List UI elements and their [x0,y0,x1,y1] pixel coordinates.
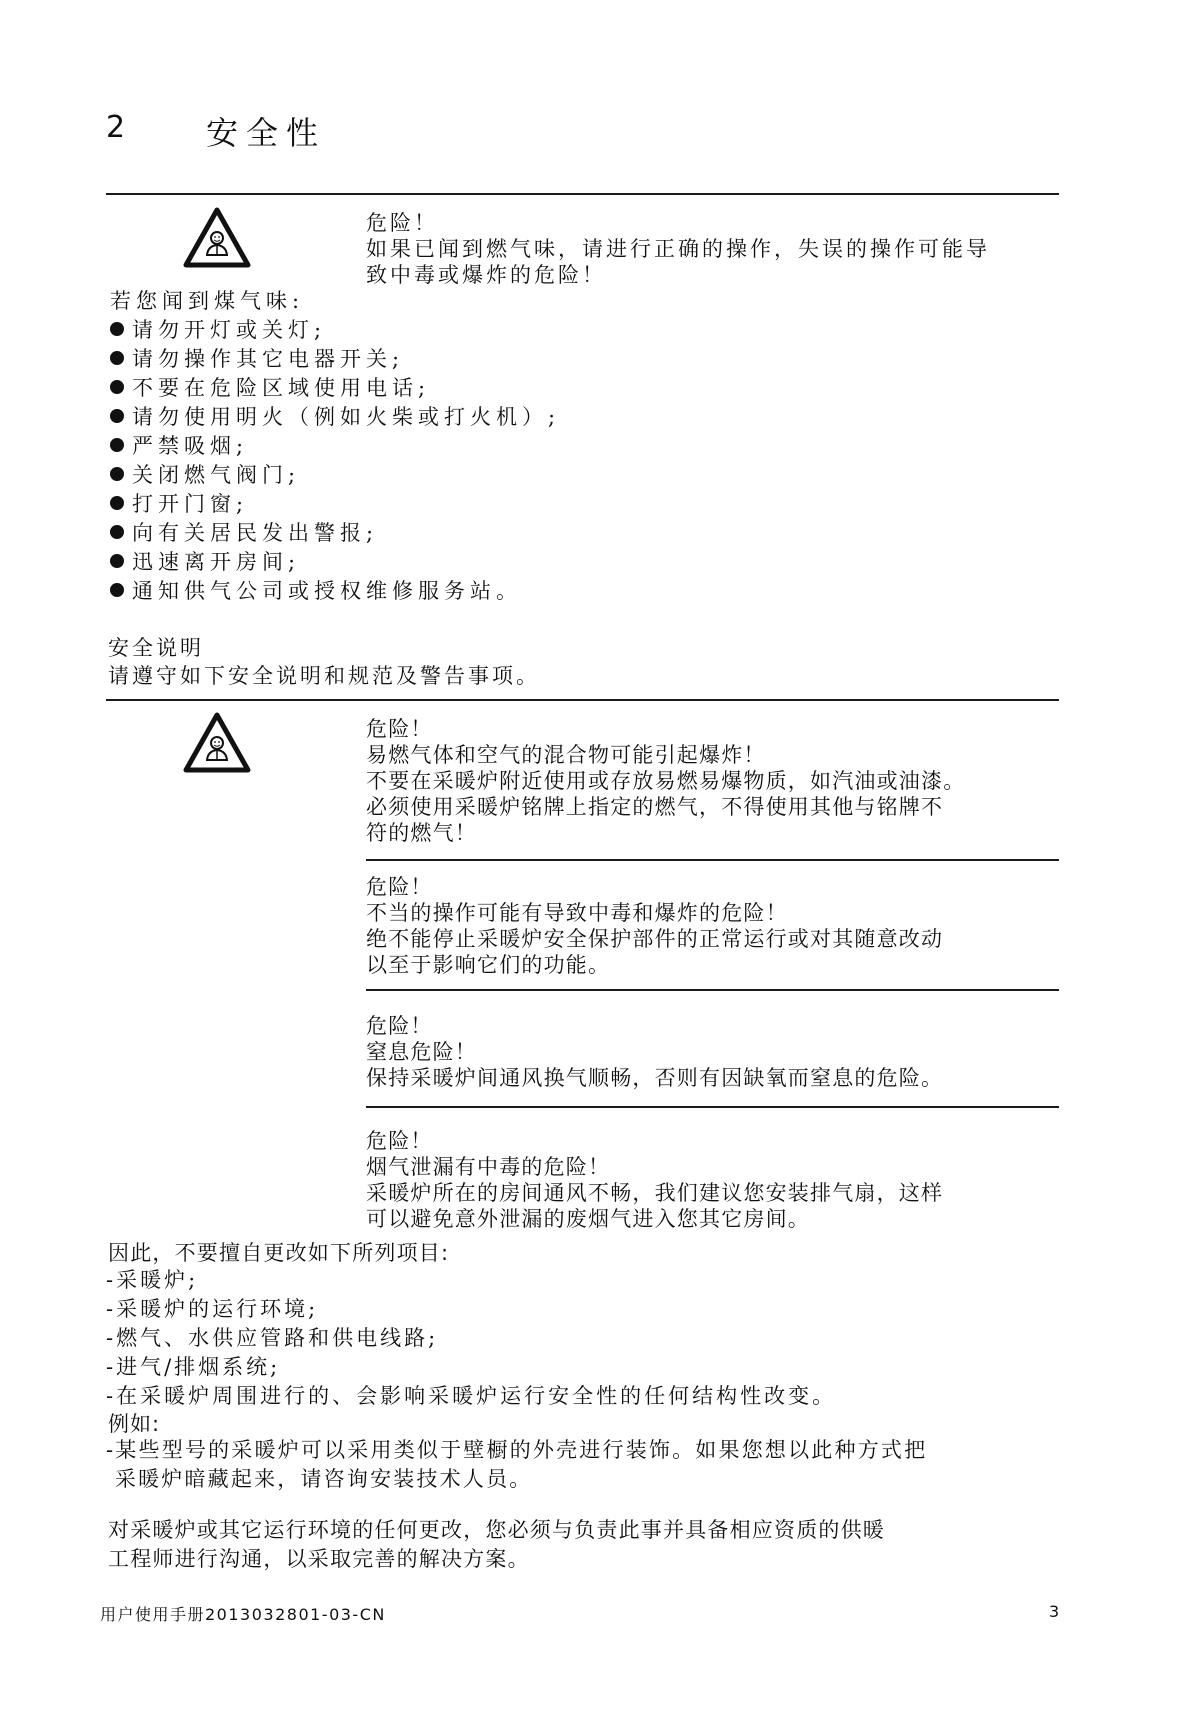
danger-text-line: 窒息危险！ [366,1040,477,1064]
danger-text-line: 保持采暖炉间通风换气顺畅，否则有因缺氧而窒息的危险。 [366,1066,944,1090]
closing-paragraph [108,1516,885,1574]
list-item: -在采暖炉周围进行的、会影响采暖炉运行安全性的任何结构性改变。 [106,1384,837,1408]
danger-heading: 危险！ [366,875,433,899]
bullet-icon [110,351,124,365]
bullet-icon [110,409,124,423]
danger-text-line: 符的燃气！ [366,821,477,845]
list-item: 迅速离开房间; [110,548,560,577]
danger-heading: 危险！ [366,1014,433,1038]
danger-text-line: 绝不能停止采暖炉安全保护部件的正常运行或对其随意改动 [366,927,944,951]
example-line: 采暖炉暗藏起来，请咨询安装技术人员。 [106,1467,533,1491]
danger-text-line: 必须使用采暖炉铭牌上指定的燃气，不得使用其他与铭牌不 [366,795,944,819]
danger-text-line: 易燃气体和空气的混合物可能引起爆炸！ [366,743,766,767]
section-title: 安全性 [206,114,327,152]
danger-warning-5 [366,1128,943,1232]
danger-text-line: 不当的操作可能有导致中毒和爆炸的危险！ [366,901,788,925]
gas-smell-intro: 若您闻到煤气味: [110,289,305,313]
safety-notes [108,634,540,690]
footer-doc-id: 用户使用手册2013032801-03-CN [100,1605,386,1624]
divider [106,699,1059,701]
danger-text-line: 如果已闻到燃气味，请进行正确的操作，失误的操作可能导 [366,237,990,261]
danger-person-warning-icon [183,207,251,269]
list-item: 向有关居民发出警报; [110,519,560,548]
bullet-icon [110,554,124,568]
danger-heading: 危险！ [366,211,438,235]
list-item: -燃气、水供应管路和供电线路; [106,1326,439,1350]
example-line: -某些型号的采暖炉可以采用类似于壁橱的外壳进行装饰。如果您想以此种方式把 [106,1438,928,1462]
bullet-icon [110,496,124,510]
divider [106,193,1059,195]
danger-warning-1 [366,210,990,288]
list-item: 请勿开灯或关灯; [110,316,560,345]
danger-text-line: 烟气泄漏有中毒的危险！ [366,1155,611,1179]
safety-notes-text: 请遵守如下安全说明和规范及警告事项。 [108,664,540,688]
section-number: 2 [106,110,127,145]
list-item: 严禁吸烟; [110,432,560,461]
bullet-icon [110,583,124,597]
divider [366,1106,1059,1108]
bullet-icon [110,380,124,394]
modifications-list [106,1266,836,1411]
modifications-intro: 因此，不要擅自更改如下所列项目: [108,1241,450,1265]
gas-smell-list [110,287,560,606]
list-item: 请勿操作其它电器开关; [110,345,560,374]
danger-text-line: 以至于影响它们的功能。 [366,953,611,977]
danger-person-warning-icon [183,712,251,774]
example-label: 例如: [108,1412,161,1436]
danger-heading: 危险！ [366,1129,433,1153]
danger-warning-4 [366,1013,943,1091]
list-item: -采暖炉的运行环境; [106,1297,319,1321]
list-item: 请勿使用明火（例如火柴或打火机）; [110,403,560,432]
divider [366,989,1059,991]
list-item: -进气/排烟系统; [106,1355,281,1379]
closing-line: 工程师进行沟通，以采取完善的解决方案。 [108,1547,530,1571]
closing-line: 对采暖炉或其它运行环境的任何更改，您必须与负责此事并具备相应资质的供暖 [108,1518,885,1542]
danger-warning-3 [366,874,943,978]
list-item: 打开门窗; [110,490,560,519]
danger-warning-2 [366,716,965,846]
safety-notes-heading: 安全说明 [108,636,204,660]
list-item: 关闭燃气阀门; [110,461,560,490]
list-item: 不要在危险区域使用电话; [110,374,560,403]
danger-heading: 危险！ [366,717,433,741]
danger-text-line: 采暖炉所在的房间通风不畅，我们建议您安装排气扇，这样 [366,1181,944,1205]
list-item: -采暖炉; [106,1268,199,1292]
bullet-icon [110,467,124,481]
bullet-icon [110,525,124,539]
danger-text-line: 不要在采暖炉附近使用或存放易燃易爆物质，如汽油或油漆。 [366,769,966,793]
bullet-icon [110,438,124,452]
danger-text-line: 可以避免意外泄漏的废烟气进入您其它房间。 [366,1207,810,1231]
danger-text-line: 致中毒或爆炸的危险！ [366,263,606,287]
list-item: 通知供气公司或授权维修服务站。 [110,577,560,606]
page-number: 3 [1049,1602,1060,1621]
divider [366,859,1059,861]
example-text [106,1436,927,1494]
bullet-icon [110,322,124,336]
